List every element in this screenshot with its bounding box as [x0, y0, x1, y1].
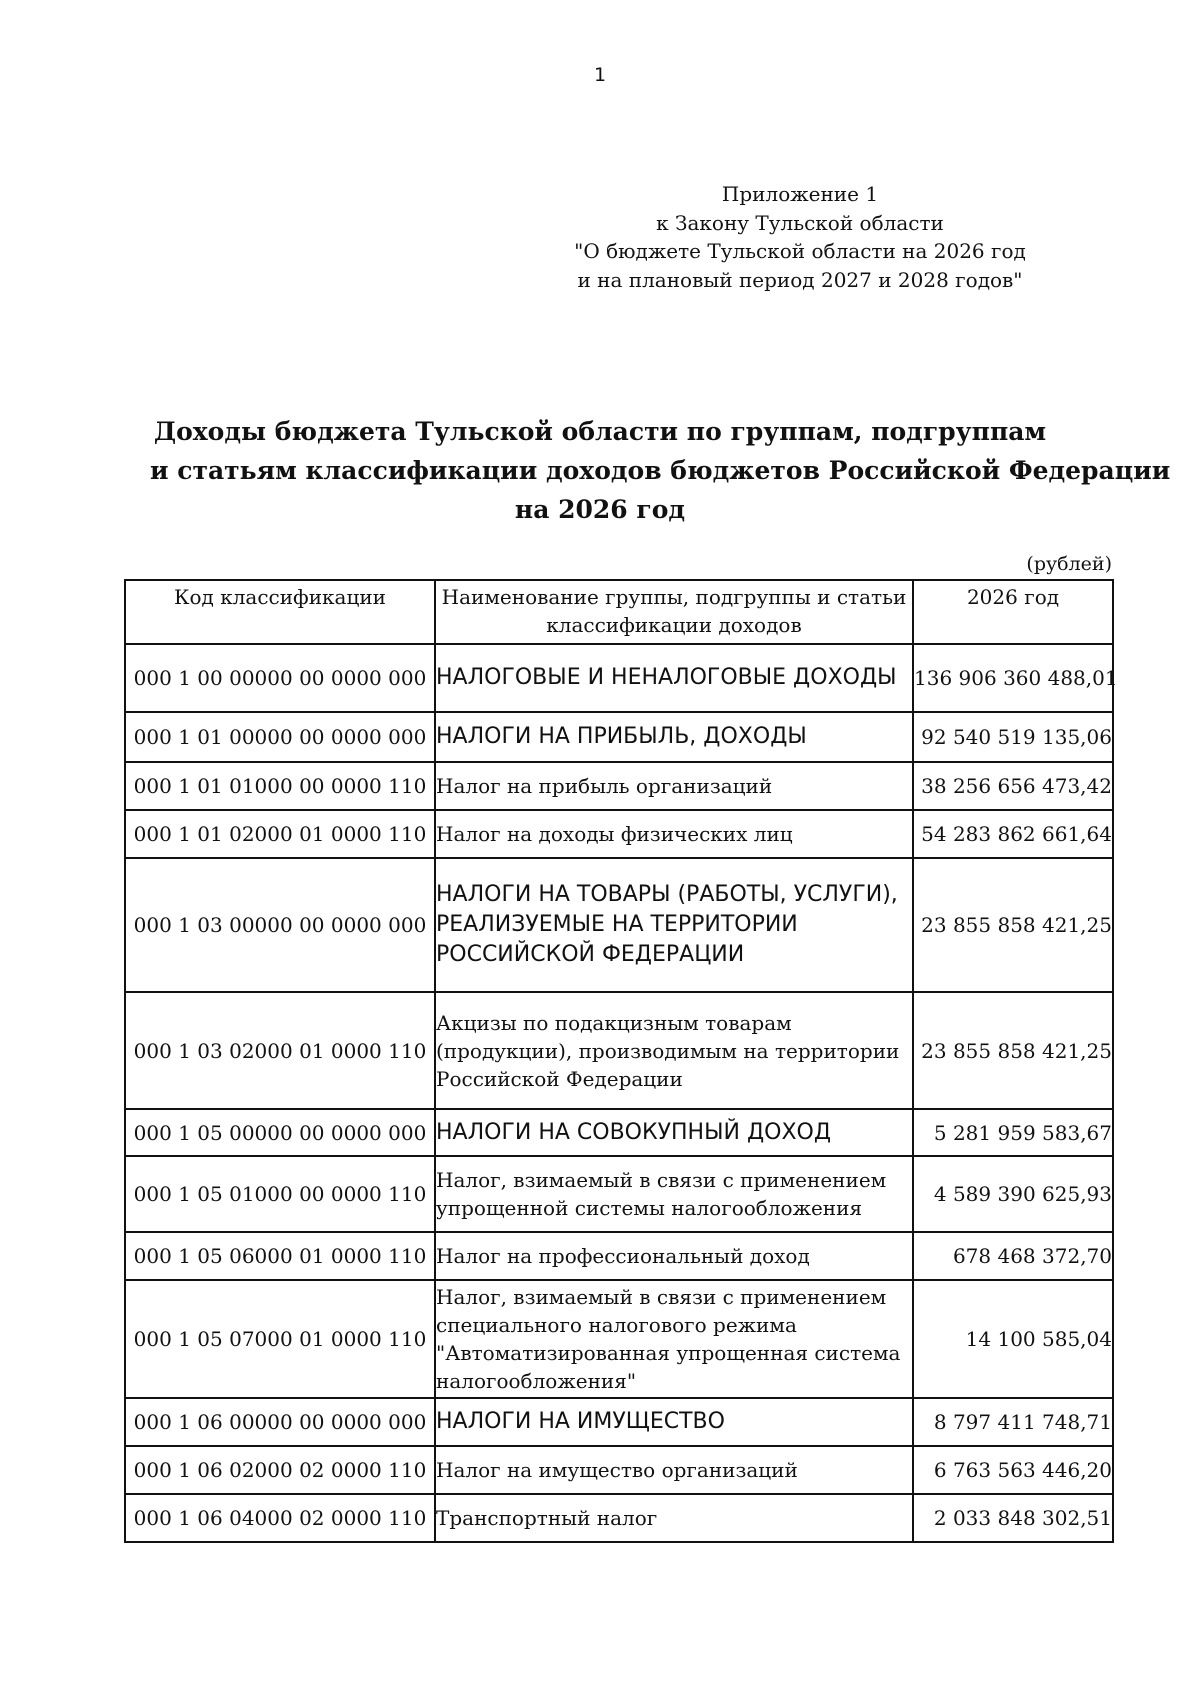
- appendix-line-3: "О бюджете Тульской области на 2026 год: [574, 239, 1026, 263]
- row-name: Налог на профессиональный доход: [435, 1232, 913, 1280]
- row-code: 000 1 06 02000 02 0000 110: [125, 1446, 435, 1494]
- table-row: [125, 1280, 1113, 1398]
- title-line-1: Доходы бюджета Тульской области по группам, подгруппам: [153, 417, 1047, 446]
- row-value: 92 540 519 135,06: [913, 712, 1113, 762]
- units-label: (рублей): [1026, 553, 1112, 575]
- row-code: 000 1 06 00000 00 0000 000: [125, 1398, 435, 1446]
- table-row: [125, 858, 1113, 992]
- row-code: 000 1 01 01000 00 0000 110: [125, 762, 435, 810]
- row-value: 8 797 411 748,71: [913, 1398, 1113, 1446]
- row-name: НАЛОГИ НА ИМУЩЕСТВО: [435, 1398, 913, 1446]
- row-value: 136 906 360 488,01: [913, 644, 1113, 712]
- row-value: 14 100 585,04: [913, 1280, 1113, 1398]
- row-name: Налог на доходы физических лиц: [435, 810, 913, 858]
- header-value: 2026 год: [913, 580, 1113, 644]
- row-code: 000 1 05 07000 01 0000 110: [125, 1280, 435, 1398]
- row-code: 000 1 05 06000 01 0000 110: [125, 1232, 435, 1280]
- row-value: 54 283 862 661,64: [913, 810, 1113, 858]
- row-value: 23 855 858 421,25: [913, 992, 1113, 1109]
- row-name: НАЛОГИ НА ПРИБЫЛЬ, ДОХОДЫ: [435, 712, 913, 762]
- appendix-line-2: к Закону Тульской области: [656, 210, 944, 235]
- row-name: Налог, взимаемый в связи с применением упрощенной системы налогообложения: [435, 1156, 913, 1232]
- table-header-row: [125, 580, 1113, 644]
- row-code: 000 1 05 00000 00 0000 000: [125, 1109, 435, 1156]
- table-row: [125, 992, 1113, 1109]
- row-value: 23 855 858 421,25: [913, 858, 1113, 992]
- table-row: [125, 1494, 1113, 1542]
- row-value: 2 033 848 302,51: [913, 1494, 1113, 1542]
- revenue-table: [124, 579, 1118, 1543]
- row-code: 000 1 01 00000 00 0000 000: [125, 712, 435, 762]
- row-code: 000 1 03 02000 01 0000 110: [125, 992, 435, 1109]
- header-name: Наименование группы, подгруппы и статьи классификации доходов: [435, 580, 913, 644]
- page-number: 1: [593, 64, 607, 86]
- document-title: [150, 412, 1171, 529]
- table-row: [125, 810, 1113, 858]
- row-code: 000 1 00 00000 00 0000 000: [125, 644, 435, 712]
- row-name: Налог на имущество организаций: [435, 1446, 913, 1494]
- row-name: Налог, взимаемый в связи с применением специального налогового режима "Автоматизированная упрощенная система налогообложения": [435, 1280, 913, 1398]
- row-name: НАЛОГОВЫЕ И НЕНАЛОГОВЫЕ ДОХОДЫ: [435, 644, 913, 712]
- title-line-3: на 2026 год: [514, 495, 686, 524]
- appendix-reference: [560, 180, 1040, 294]
- title-line-2: и статьям классификации доходов бюджетов Российской Федерации: [150, 456, 1171, 485]
- header-code: Код классификации: [125, 580, 435, 644]
- appendix-line-4: и на плановый период 2027 и 2028 годов": [577, 267, 1023, 292]
- row-code: 000 1 03 00000 00 0000 000: [125, 858, 435, 992]
- row-name: Налог на прибыль организаций: [435, 762, 913, 810]
- table-row: [125, 1232, 1113, 1280]
- row-value: 38 256 656 473,42: [913, 762, 1113, 810]
- row-code: 000 1 01 02000 01 0000 110: [125, 810, 435, 858]
- row-value: 4 589 390 625,93: [913, 1156, 1113, 1232]
- row-value: 5 281 959 583,67: [913, 1109, 1113, 1156]
- row-name: НАЛОГИ НА СОВОКУПНЫЙ ДОХОД: [435, 1109, 913, 1156]
- table-row: [125, 644, 1113, 712]
- table-row: [125, 1398, 1113, 1446]
- appendix-line-1: Приложение 1: [721, 182, 879, 206]
- row-name: НАЛОГИ НА ТОВАРЫ (РАБОТЫ, УСЛУГИ), РЕАЛИЗУЕМЫЕ НА ТЕРРИТОРИИ РОССИЙСКОЙ ФЕДЕРАЦИИ: [435, 858, 913, 992]
- row-code: 000 1 05 01000 00 0000 110: [125, 1156, 435, 1232]
- row-code: 000 1 06 04000 02 0000 110: [125, 1494, 435, 1542]
- table-row: [125, 1446, 1113, 1494]
- row-name: Транспортный налог: [435, 1494, 913, 1542]
- table-row: [125, 1109, 1113, 1156]
- table-row: [125, 762, 1113, 810]
- row-value: 678 468 372,70: [913, 1232, 1113, 1280]
- table-row: [125, 712, 1113, 762]
- row-value: 6 763 563 446,20: [913, 1446, 1113, 1494]
- table-row: [125, 1156, 1113, 1232]
- row-name: Акцизы по подакцизным товарам (продукции), производимым на территории Российской Федерации: [435, 992, 913, 1109]
